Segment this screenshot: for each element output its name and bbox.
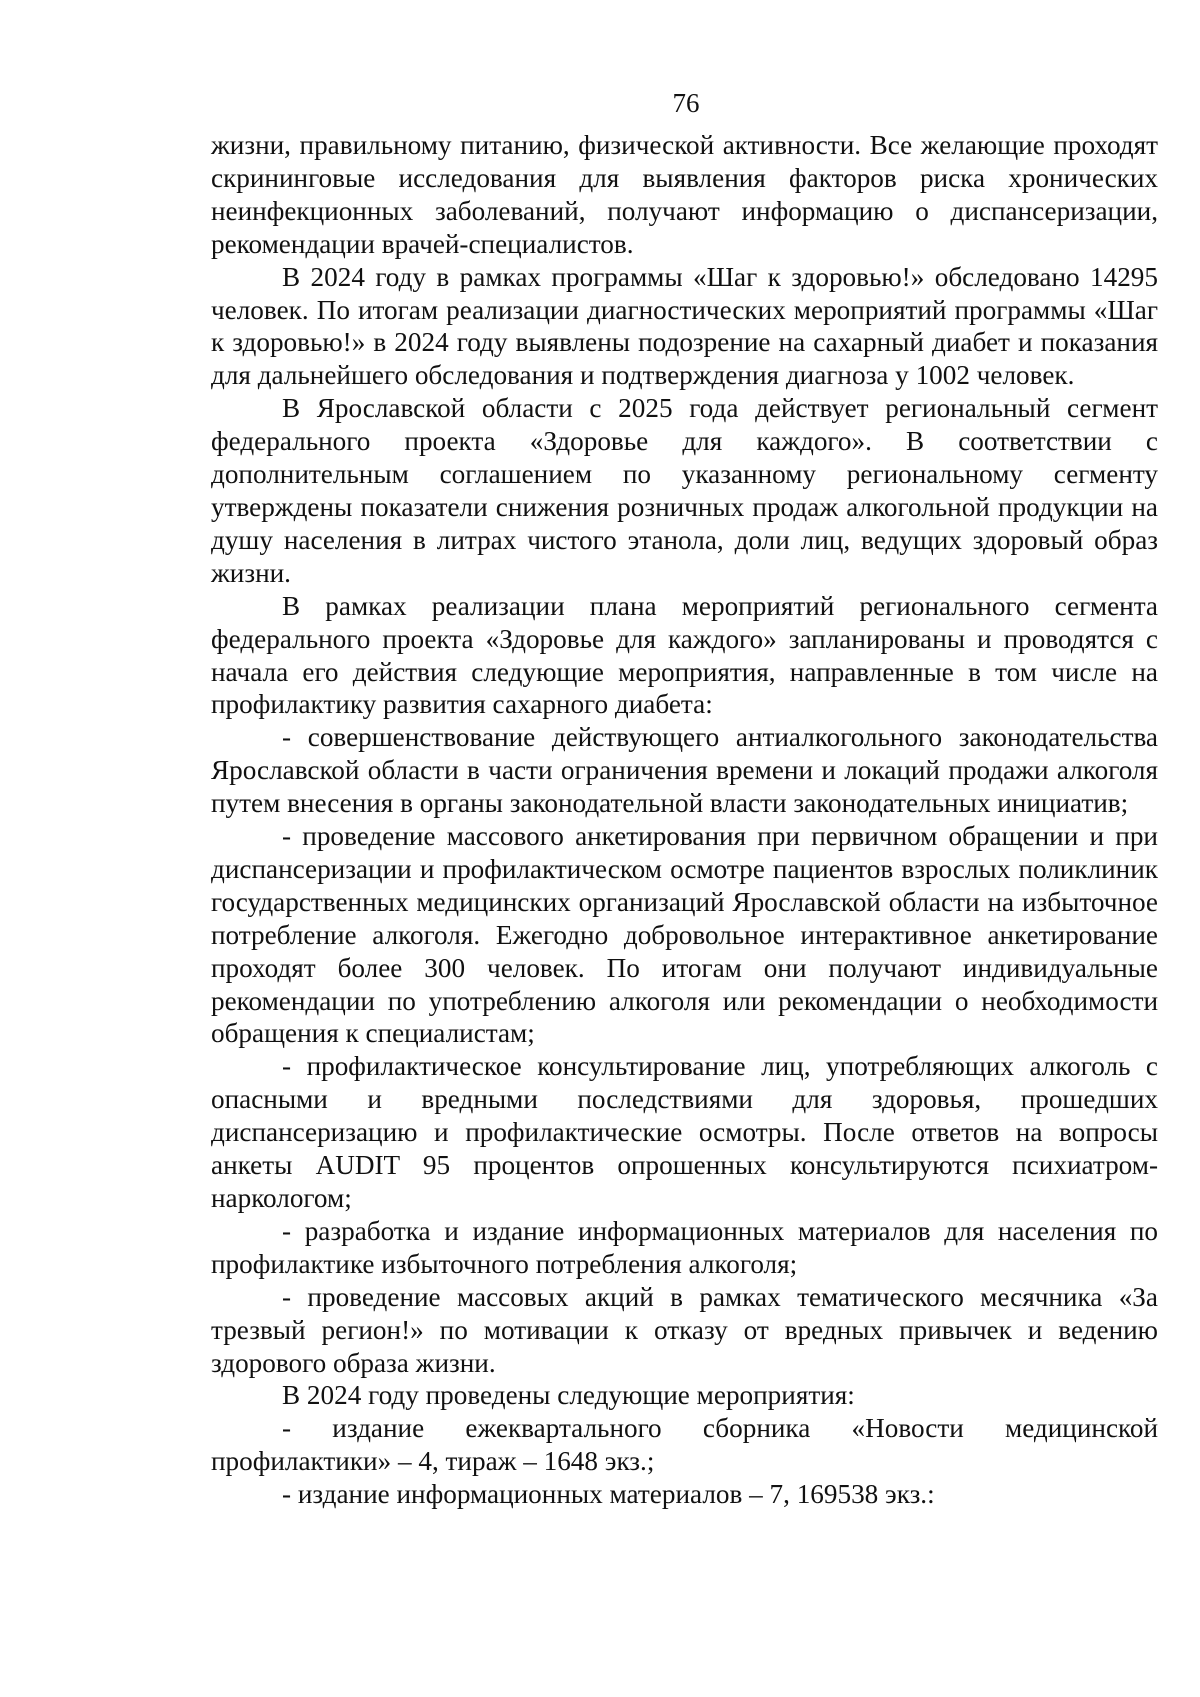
page-number: 76 [672, 88, 700, 118]
paragraph: В 2024 году в рамках программы «Шаг к здоровью!» обследовано 14295 человек. По итогам реализации диагностических мероприятий программы «Шаг к здоровью!» в 2024 году выявлены подозрение на сахарный диабет и показания для дальнейшего обследования и подтверждения диагноза у 1002 человек. [211, 261, 1158, 391]
paragraph: В рамках реализации плана мероприятий регионального сегмента федерального проекта «Здоровье для каждого» запланированы и проводятся с начала его действия следующие мероприятия, направленные в том числе на профилактику развития сахарного диабета: [211, 590, 1158, 720]
paragraph: В Ярославской области с 2025 года действует региональный сегмент федерального проекта «Здоровье для каждого». В соответствии с дополнительным соглашением по указанному региональному сегменту утверждены показатели снижения розничных продаж алкогольной продукции на душу населения в литрах чистого этанола, доли лиц, ведущих здоровый образ жизни. [211, 393, 1158, 588]
document-body [211, 129, 1158, 1511]
list-item: - проведение массовых акций в рамках тематического месячника «За трезвый регион!» по мотивации к отказу от вредных привычек и ведению здорового образа жизни. [211, 1281, 1158, 1378]
paragraph: В 2024 году проведены следующие мероприятия: [282, 1380, 855, 1411]
paragraph: жизни, правильному питанию, физической активности. Все желающие проходят скрининговые исследования для выявления факторов риска хронических неинфекционных заболеваний, получают информацию о диспансеризации, рекомендации врачей-специалистов. [211, 130, 1158, 259]
list-item: - совершенствование действующего антиалкогольного законодательства Ярославской области в части ограничения времени и локаций продажи алкоголя путем внесения в органы законодательной власти законодательных инициатив; [211, 722, 1158, 819]
list-item: - издание информационных материалов – 7, 169538 экз.: [282, 1479, 935, 1510]
list-item: - профилактическое консультирование лиц, употребляющих алкоголь с опасными и вредными последствиями для здоровья, прошедших диспансеризацию и профилактические осмотры. После ответов на вопросы анкеты AUDIT 95 процентов опрошенных консультируются психиатром-наркологом; [211, 1051, 1158, 1213]
list-item: - издание ежеквартального сборника «Новости медицинской профилактики» – 4, тираж – 1648 экз.; [211, 1413, 1158, 1477]
list-item: - проведение массового анкетирования при первичном обращении и при диспансеризации и профилактическом осмотре пациентов взрослых поликлиник государственных медицинских организаций Ярославской области на избыточное потребление алкоголя. Ежегодно добровольное интерактивное анкетирование проходят более 300 человек. По итогам они получают индивидуальные рекомендации по употреблению алкоголя или рекомендации о необходимости обращения к специалистам; [211, 821, 1158, 1049]
list-item: - разработка и издание информационных материалов для населения по профилактике избыточного потребления алкоголя; [211, 1215, 1158, 1279]
